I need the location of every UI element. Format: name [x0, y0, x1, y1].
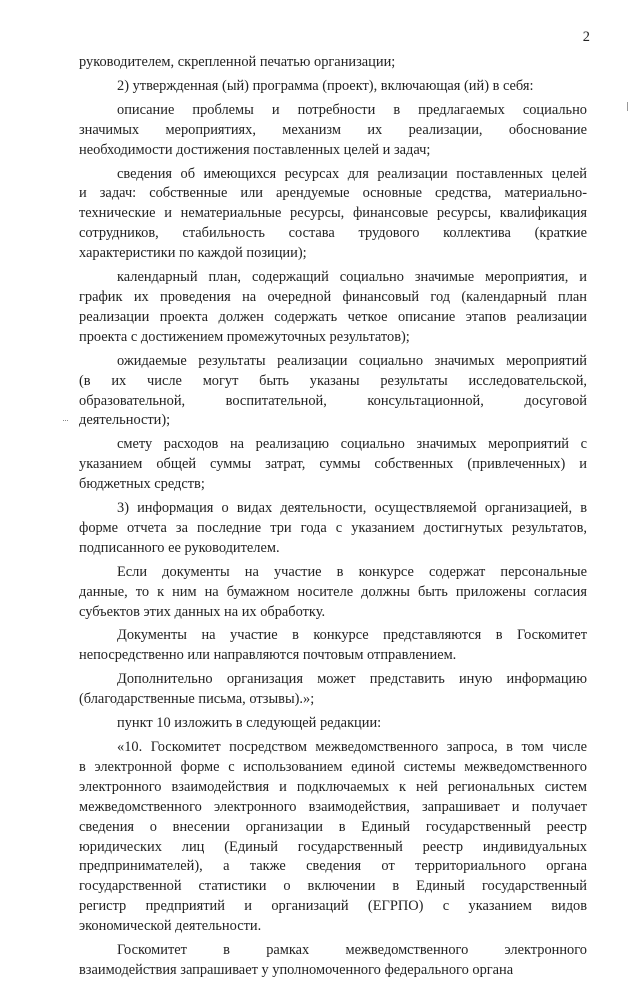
text-line: данные, то к ним на бумажном носителе должны быть приложены согласия: [79, 583, 587, 600]
text-line: непосредственно или направляются почтовым отправлением.: [79, 647, 457, 664]
text-line: сотрудников, стабильность состава трудового коллектива (краткие: [79, 225, 587, 242]
text-line: сведения о внесении организации в Единый государственный реестр: [79, 818, 587, 835]
text-line: юридических лиц (Единый государственный реестр индивидуальных: [79, 838, 587, 855]
text-line: ожидаемые результаты реализации социально значимых мероприятий: [117, 352, 587, 369]
text-line: указанием общей суммы затрат, суммы собственных (привлеченных) и: [79, 456, 587, 473]
text-line: смету расходов на реализацию социально значимых мероприятий с: [117, 436, 587, 453]
text-line: Документы на участие в конкурсе представляются в Госкомитет: [117, 627, 587, 644]
text-line: и задач: собственные или арендуемые основные средства, материально-: [79, 185, 587, 202]
text-line: Если документы на участие в конкурсе содержат персональные: [117, 563, 587, 580]
text-line: руководителем, скрепленной печатью организации;: [79, 54, 396, 70]
text-line: взаимодействия запрашивает у уполномоченного федерального органа: [79, 961, 514, 978]
text-line: характеристики по каждой позиции);: [79, 245, 307, 262]
text-line: график их проведения на очередной финансовый год (календарный план: [79, 288, 587, 305]
text-line: значимых мероприятиях, механизм их реализации, обоснование: [79, 121, 587, 138]
text-line: (в их числе могут быть указаны результаты исследовательской,: [79, 372, 587, 389]
text-line: проекта с достижением промежуточных результатов);: [79, 328, 410, 345]
text-line: Дополнительно организация может представить иную информацию: [117, 671, 587, 688]
text-line: в электронной форме с использованием единой системы межведомственного: [79, 758, 587, 775]
text-line: календарный план, содержащий социально значимые мероприятия, и: [117, 269, 587, 286]
text-line: 2) утвержденная (ый) программа (проект), включающая (ий) в себя:: [117, 77, 534, 94]
text-line: бюджетных средств;: [79, 476, 205, 493]
text-line: «10. Госкомитет посредством межведомственного запроса, в том числе: [117, 739, 587, 755]
text-line: форме отчета за последние три года с указанием достигнутых результатов,: [79, 519, 587, 536]
text-line: образовательной, воспитательной, консультационной, досуговой: [79, 392, 587, 409]
text-line: сведения об имеющихся ресурсах для реализации поставленных целей: [117, 165, 587, 182]
text-line: необходимости достижения поставленных целей и задач;: [79, 141, 431, 158]
text-line: экономической деятельности.: [79, 918, 262, 935]
text-line: (благодарственные письма, отзывы).»;: [79, 691, 315, 708]
text-line: электронного взаимодействия и подключаемых к ней региональных систем: [79, 778, 587, 795]
text-line: подписанного ее руководителем.: [79, 539, 280, 556]
text-line: 3) информация о видах деятельности, осуществляемой организацией, в: [117, 500, 587, 517]
text-line: пункт 10 изложить в следующей редакции:: [117, 715, 382, 732]
document-body: [79, 53, 587, 981]
text-line: Госкомитет в рамках межведомственного электронного: [117, 942, 587, 959]
text-line: деятельности);: [79, 412, 171, 429]
text-line: технические и нематериальные ресурсы, финансовые ресурсы, квалификация: [79, 205, 587, 222]
text-line: регистр предприятий и организаций (ЕГРПО) с указанием видов: [79, 898, 587, 915]
text-line: государственной статистики о включении в Единый государственный: [79, 878, 587, 895]
page-number: 2: [582, 29, 590, 45]
text-line: реализации проекта должен содержать четкое описание этапов реализации: [79, 308, 587, 325]
text-line: описание проблемы и потребности в предлагаемых социально: [117, 101, 587, 118]
text-line: предпринимателей), а также сведения от территориального органа: [79, 858, 587, 875]
text-line: субъектов этих данных на их обработку.: [79, 603, 326, 620]
scan-mark-left: [63, 420, 68, 422]
text-line: межведомственного электронного взаимодействия, запрашивает и получает: [79, 798, 587, 815]
scan-mark-right: [627, 102, 628, 111]
